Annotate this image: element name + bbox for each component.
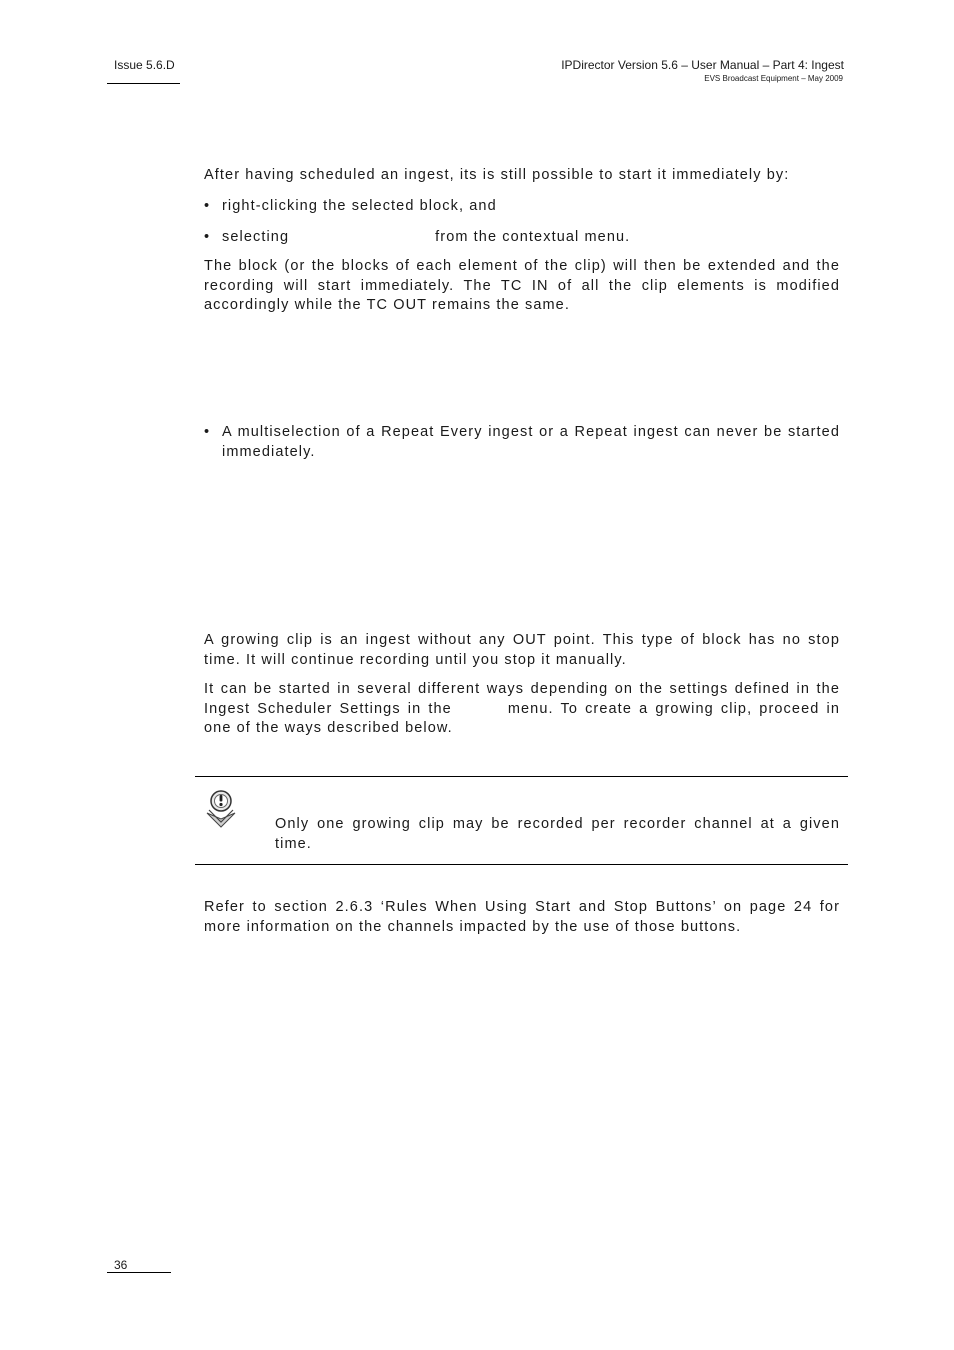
bullet-dot: • [204,424,211,440]
footer-rule [107,1272,171,1273]
growing-clip-para1: A growing clip is an ingest without any OUT point. This type of block has no stop time. It will continue recording until you stop it manually. [204,632,840,668]
bullet-text: A multiselection of a Repeat Every ingest or a Repeat ingest can never be started immediately. [222,424,840,460]
note-top-rule [195,776,848,777]
start-now-intro: After having scheduled an ingest, its is still possible to start it immediately by: [204,167,790,183]
bullet-text [222,228,840,248]
note-icon [204,788,238,830]
list-item [204,197,840,217]
bullet-text-part: selecting [222,229,290,245]
growing-clip-para2 [204,680,840,739]
bullet-dot: • [204,229,211,245]
growing-clip-para2-part: menu. To create a growing clip, proceed in one of the ways described below. [204,700,840,736]
bullet-text: right-clicking the selected block, and [222,198,497,214]
bullet-dot: • [204,198,211,214]
start-now-result: The block (or the blocks of each element of the clip) will then be extended and the recording will start immediately. The TC IN of all the clip elements is modified accordingly while the TC OUT remains the same. [204,258,840,313]
header-rule [107,83,180,84]
bullet-text-part: from the contextual menu. [435,229,631,245]
page-number: 36 [114,1258,128,1272]
list-item [204,228,840,248]
list-item [204,423,840,462]
document-title: IPDirector Version 5.6 – User Manual – Part 4: Ingest [561,58,844,72]
reference-paragraph: Refer to section 2.6.3 ‘Rules When Using Start and Stop Buttons’ on page 24 for more information on the channels impacted by the use of those buttons. [204,899,840,935]
issue-label: Issue 5.6.D [114,58,175,72]
document-subtitle: EVS Broadcast Equipment – May 2009 [704,74,843,83]
note-text: Only one growing clip may be recorded per recorder channel at a given time. [275,816,840,852]
note-bottom-rule [195,864,848,865]
growing-clip-para2-part: It can be started in several different ways depending on the settings defined in the Ingest Scheduler Settings in the [204,681,840,717]
